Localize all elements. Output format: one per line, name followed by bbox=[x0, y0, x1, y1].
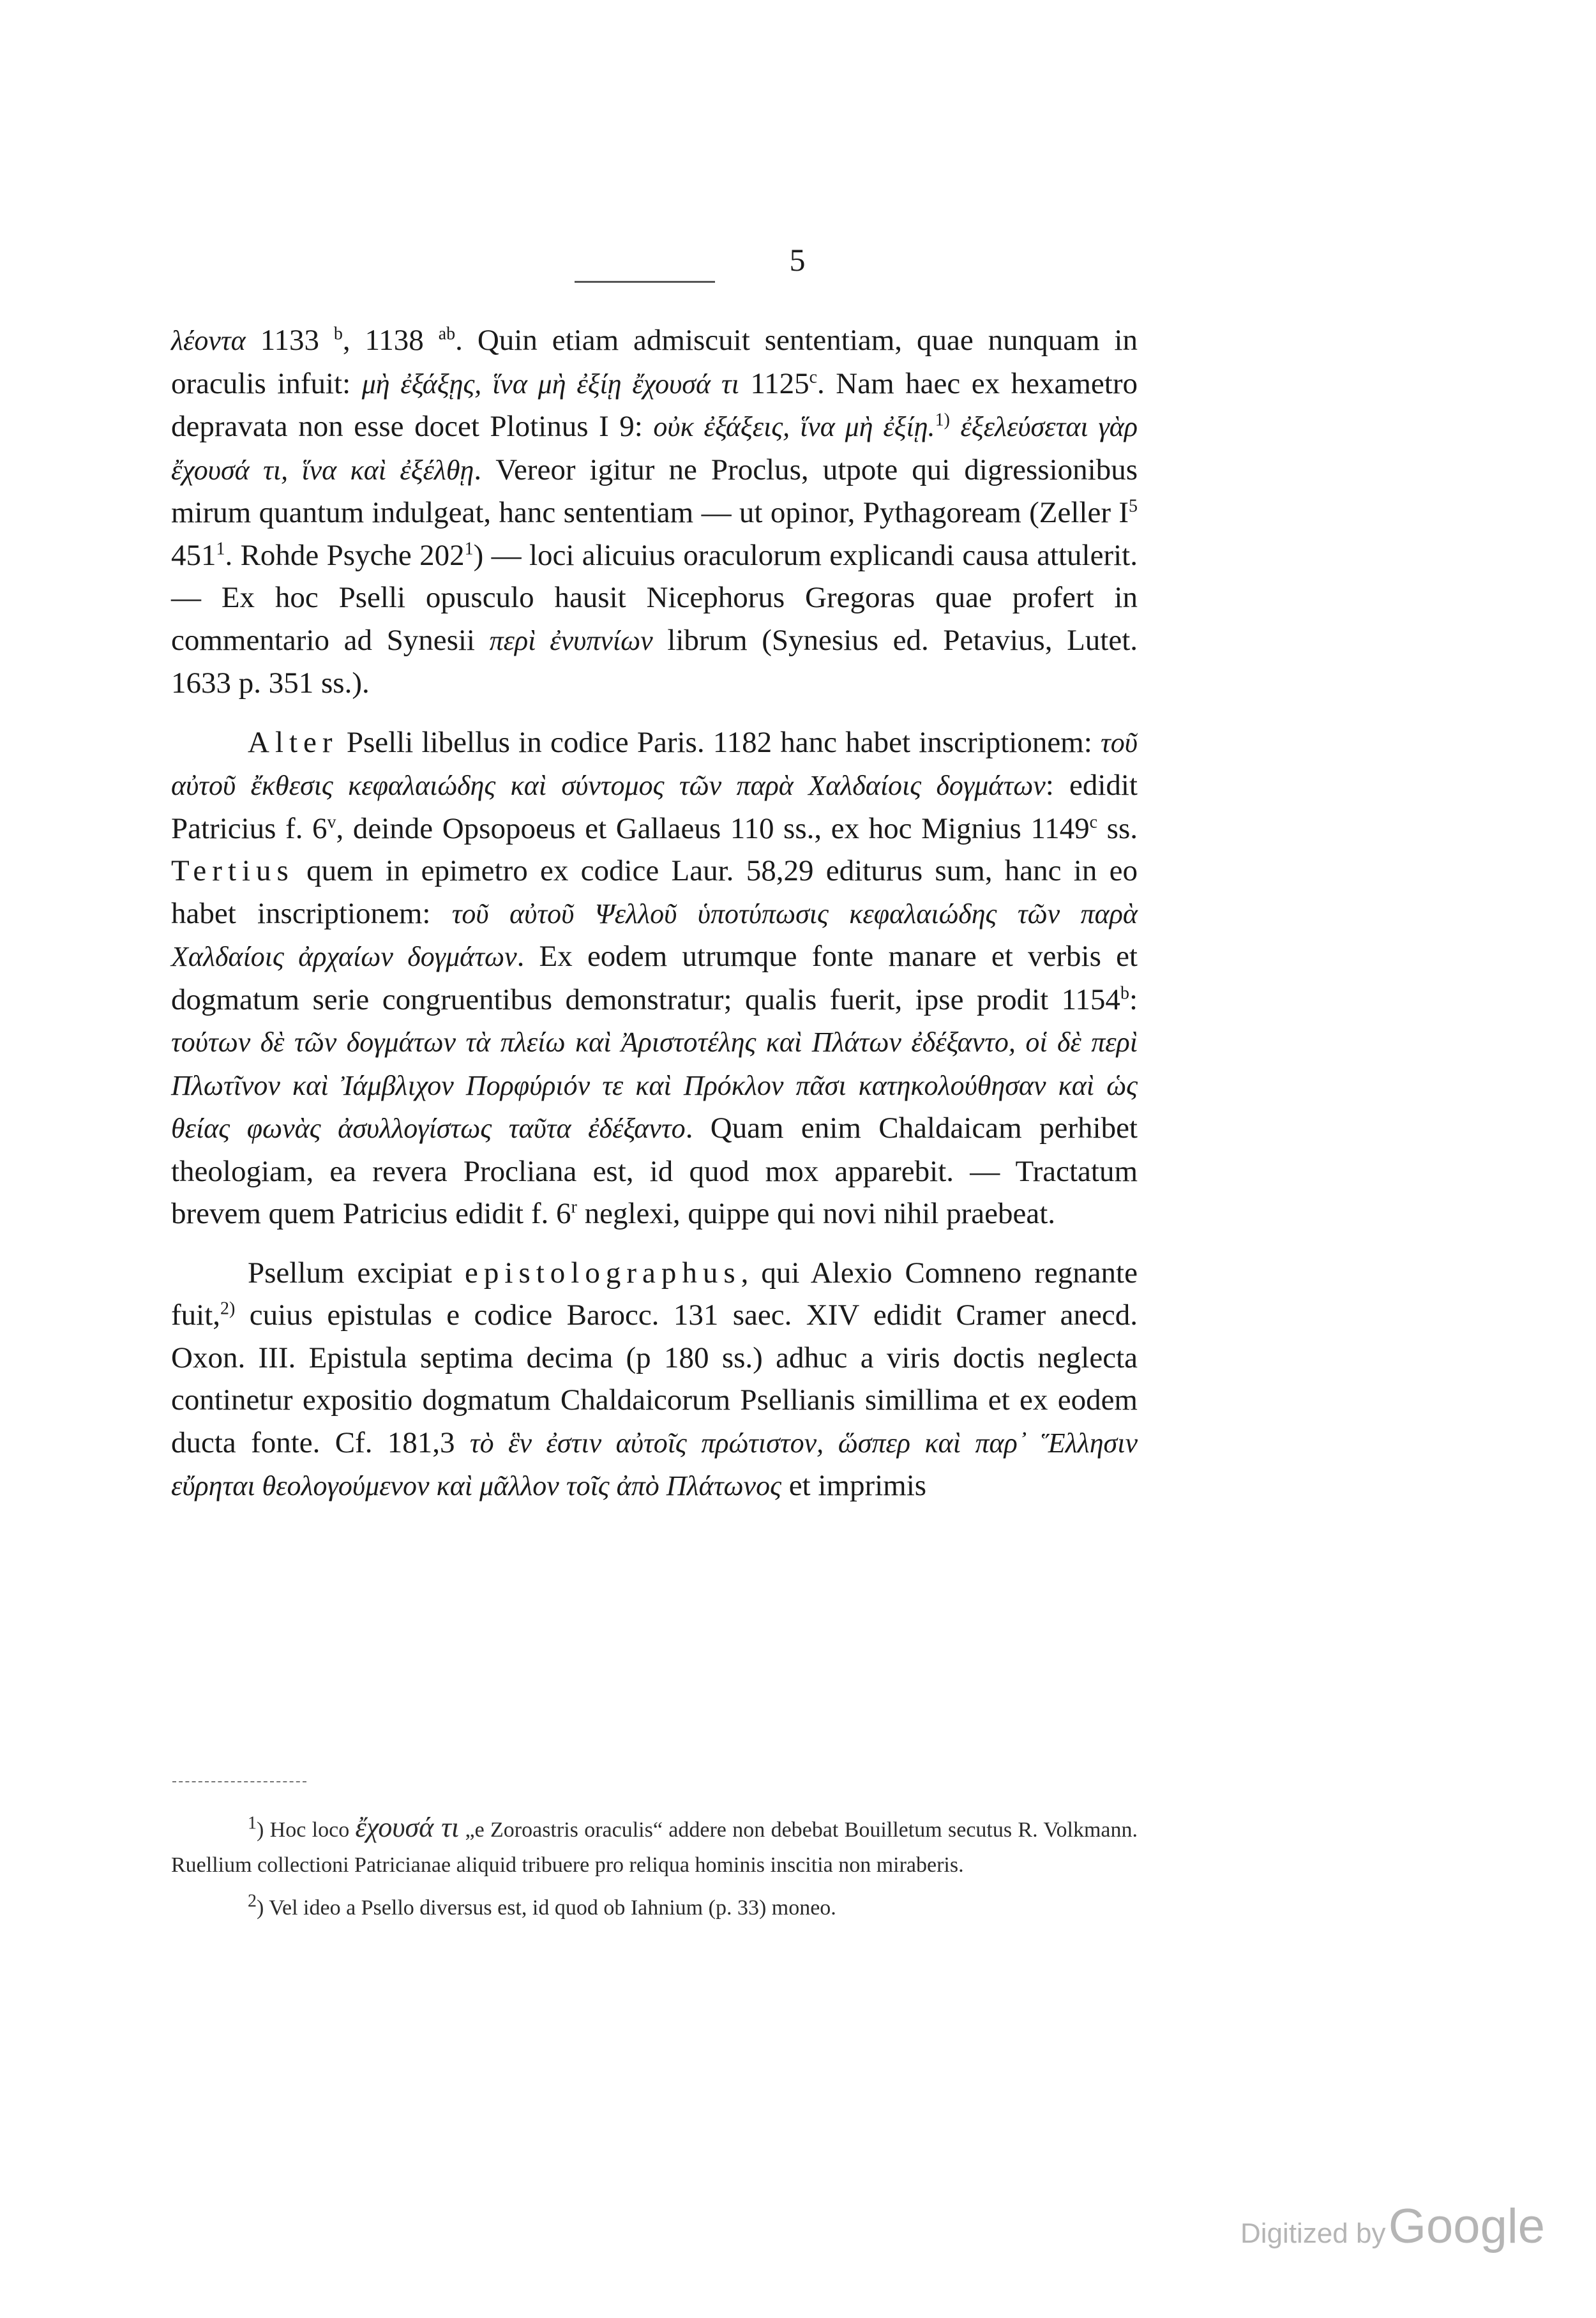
paragraphs.0-superscript: ab bbox=[438, 324, 456, 344]
paragraphs.1-superscript: c bbox=[1089, 811, 1098, 832]
footnotes.1-text-run: ) Vel ideo a Psello diversus est, id quod ob Iahnium (p. 33) moneo. bbox=[257, 1896, 836, 1920]
header-rule bbox=[575, 281, 715, 283]
footnote-2 bbox=[171, 1890, 1138, 1925]
paragraphs.1-greek-text: τοῦ αὐτοῦ Ψελλοῦ ὑποτύπωσις κεφαλαιώδης τῶν παρὰ Χαλδαίοις ἀρχαίων δογμάτων bbox=[171, 898, 1138, 972]
paragraphs.1-text-run: . Quam enim Chaldaicam perhibet theologiam, ea revera Procliana est, id quod mox apparebit. — Tractatum brevem quem Patricius edidit f. 6 bbox=[171, 1111, 1138, 1230]
paragraphs.0-superscript: 1) bbox=[935, 410, 950, 430]
paragraphs.0-superscript: b bbox=[333, 324, 343, 344]
paragraphs.2-text-run: cuius epistulas e codice Barocc. 131 saec. XIV edidit Cramer anecd. Oxon. III. Epistula septima decima (p 180 ss.) adhuc a viris doctis neglecta continetur expositio dogmatum Chaldaicorum Psellianis simillima et ex eodem ducta fonte. Cf. 181,3 bbox=[171, 1298, 1138, 1459]
paragraphs.0-text-run: librum (Synesius ed. Petavius, Lutet. 1633 p. 351 ss.). bbox=[171, 623, 1138, 700]
paragraphs.1-text-run: . Ex eodem utrumque fonte manare et verbis et dogmatum serie congruentibus demonstratur; qualis fuerit, ipse prodit 1154 bbox=[171, 940, 1138, 1016]
paragraphs.0-text-run: 1133 bbox=[245, 324, 334, 357]
footnotes.1-superscript: 2 bbox=[248, 1891, 257, 1911]
footnote-1 bbox=[171, 1810, 1138, 1883]
paragraphs.2-greek-text: τὸ ἓν ἐστιν αὐτοῖς πρώτιστον, ὥσπερ καὶ παρ᾽ Ἕλλησιν εὔρηται θεολογούμενον καὶ μᾶλλον τοῖς ἀπὸ Πλάτωνος bbox=[171, 1427, 1138, 1501]
paragraphs.0-greek-text: οὐκ ἐξάξεις, ἵνα μὴ ἐξίῃ. bbox=[653, 411, 935, 442]
paragraphs.2-superscript: 2) bbox=[220, 1298, 236, 1319]
paragraphs.0-greek-text: ἐξελεύσεται γὰρ ἔχουσά τι, ἵνα καὶ ἐξέλθῃ bbox=[171, 411, 1138, 486]
footnotes.0-superscript: 1 bbox=[248, 1813, 257, 1833]
body-text bbox=[171, 319, 1138, 1524]
footnotes.0-text-run: „e Zoroastris oraculis“ addere non debebat Bouilletum secutus R. Volkmann. Ruellium collectioni Patricianae aliquid tribuere pro reliqua hominis inscitia non miraberis. bbox=[171, 1818, 1138, 1877]
paragraphs.0-greek-text: λέοντα bbox=[171, 325, 246, 356]
paragraphs.1-text-run: , deinde Opsopoeus et Gallaeus 110 ss., ex hoc Mignius 1149 bbox=[336, 811, 1090, 845]
paragraphs.1-spaced-text: Alter bbox=[248, 725, 338, 759]
paragraphs.1-superscript: v bbox=[327, 811, 336, 832]
paragraphs.1-greek-text: τούτων δὲ τῶν δογμάτων τὰ πλείω καὶ Ἀριστοτέλης καὶ Πλάτων ἐδέξαντο, οἱ δὲ περὶ Πλωτῖνον καὶ Ἰάμβλιχον Πορφύριόν τε καὶ Πρόκλον πᾶσι κατηκολούθησαν καὶ ὡς θείας φωνὰς ἀσυλλογίστως ταῦτα ἐδέξαντο bbox=[171, 1027, 1138, 1144]
paragraphs.0-superscript: 5 bbox=[1129, 496, 1138, 516]
paragraphs.0-greek-text: μὴ ἐξάξῃς, ἵνα μὴ ἐξίῃ ἔχουσά τι bbox=[361, 368, 739, 400]
paragraphs.2-spaced-text: epistolographus bbox=[465, 1256, 741, 1290]
paragraphs.0-text-run: ) — loci alicuius oraculorum explicandi causa attulerit. — Ex hoc Pselli opusculo hausit Nicephorus Gregoras quae profert in commentario ad Synesii bbox=[171, 538, 1138, 657]
paragraphs.2-text-run: et imprimis bbox=[781, 1469, 927, 1502]
page-number: 5 bbox=[789, 242, 807, 278]
paragraphs.1-spaced-text: Tertius bbox=[171, 854, 294, 887]
footnotes.0-greek-text: ἔχουσά τι bbox=[355, 1812, 460, 1843]
paragraphs.1-greek-text: τοῦ αὐτοῦ ἔκθεσις κεφαλαιώδης καὶ σύντομος τῶν παρὰ Χαλδαίοις δογμάτων bbox=[171, 726, 1138, 801]
paragraph-1 bbox=[171, 319, 1138, 705]
watermark-brand: Google bbox=[1388, 2199, 1545, 2254]
paragraphs.2-text-run: Psellum excipiat bbox=[248, 1256, 465, 1290]
footnote-separator bbox=[172, 1781, 306, 1782]
paragraphs.0-greek-text: περὶ ἐνυπνίων bbox=[489, 624, 653, 656]
paragraphs.1-text-run: quem in epimetro ex codice Laur. 58,29 editurus sum, hanc in eo habet inscriptionem: bbox=[171, 854, 1138, 930]
paragraphs.1-text-run: : edidit Patricius f. 6 bbox=[171, 769, 1138, 845]
paragraphs.1-text-run: Pselli libellus in codice Paris. 1182 hanc habet inscriptionem: bbox=[338, 725, 1101, 759]
paragraph-2 bbox=[171, 721, 1138, 1235]
footnotes bbox=[171, 1810, 1138, 1933]
paragraphs.1-superscript: b bbox=[1120, 982, 1129, 1003]
footnotes.0-text-run: ) Hoc loco bbox=[257, 1818, 356, 1842]
paragraphs.0-text-run bbox=[950, 410, 961, 443]
paragraphs.0-text-run: 1125 bbox=[739, 366, 809, 400]
paragraphs.1-text-run: neglexi, quippe qui novi nihil praebeat. bbox=[576, 1197, 1056, 1230]
paragraphs.1-text-run: : bbox=[1129, 982, 1138, 1016]
watermark-prefix: Digitized by bbox=[1240, 2218, 1386, 2249]
paragraphs.1-superscript: r bbox=[571, 1197, 577, 1217]
paragraph-3 bbox=[171, 1252, 1138, 1508]
paragraphs.0-text-run: . Vereor igitur ne Proclus, utpote qui digressionibus mirum quantum indulgeat, hanc sententiam — ut opinor, Pythagoream (Zeller I bbox=[171, 453, 1138, 529]
paragraphs.0-text-run: 451 bbox=[171, 538, 216, 572]
paragraphs.0-text-run: . Rohde Psyche 202 bbox=[225, 538, 465, 572]
paragraphs.0-text-run: . Quin etiam admiscuit sententiam, quae nunquam in oraculis infuit: bbox=[171, 324, 1138, 400]
paragraphs.0-superscript: 1 bbox=[464, 538, 474, 559]
digitized-by-google-watermark bbox=[1240, 2199, 1545, 2254]
paragraphs.0-text-run: . Nam haec ex hexametro depravata non esse docet Plotinus I 9: bbox=[171, 366, 1138, 443]
paragraphs.1-text-run: ss. bbox=[1097, 811, 1138, 845]
paragraphs.0-superscript: c bbox=[809, 366, 818, 387]
paragraphs.2-text-run: , qui Alexio Comneno regnante fuit, bbox=[171, 1256, 1138, 1332]
paragraphs.0-text-run: , 1138 bbox=[342, 324, 439, 357]
paragraphs.0-superscript: 1 bbox=[216, 538, 225, 559]
